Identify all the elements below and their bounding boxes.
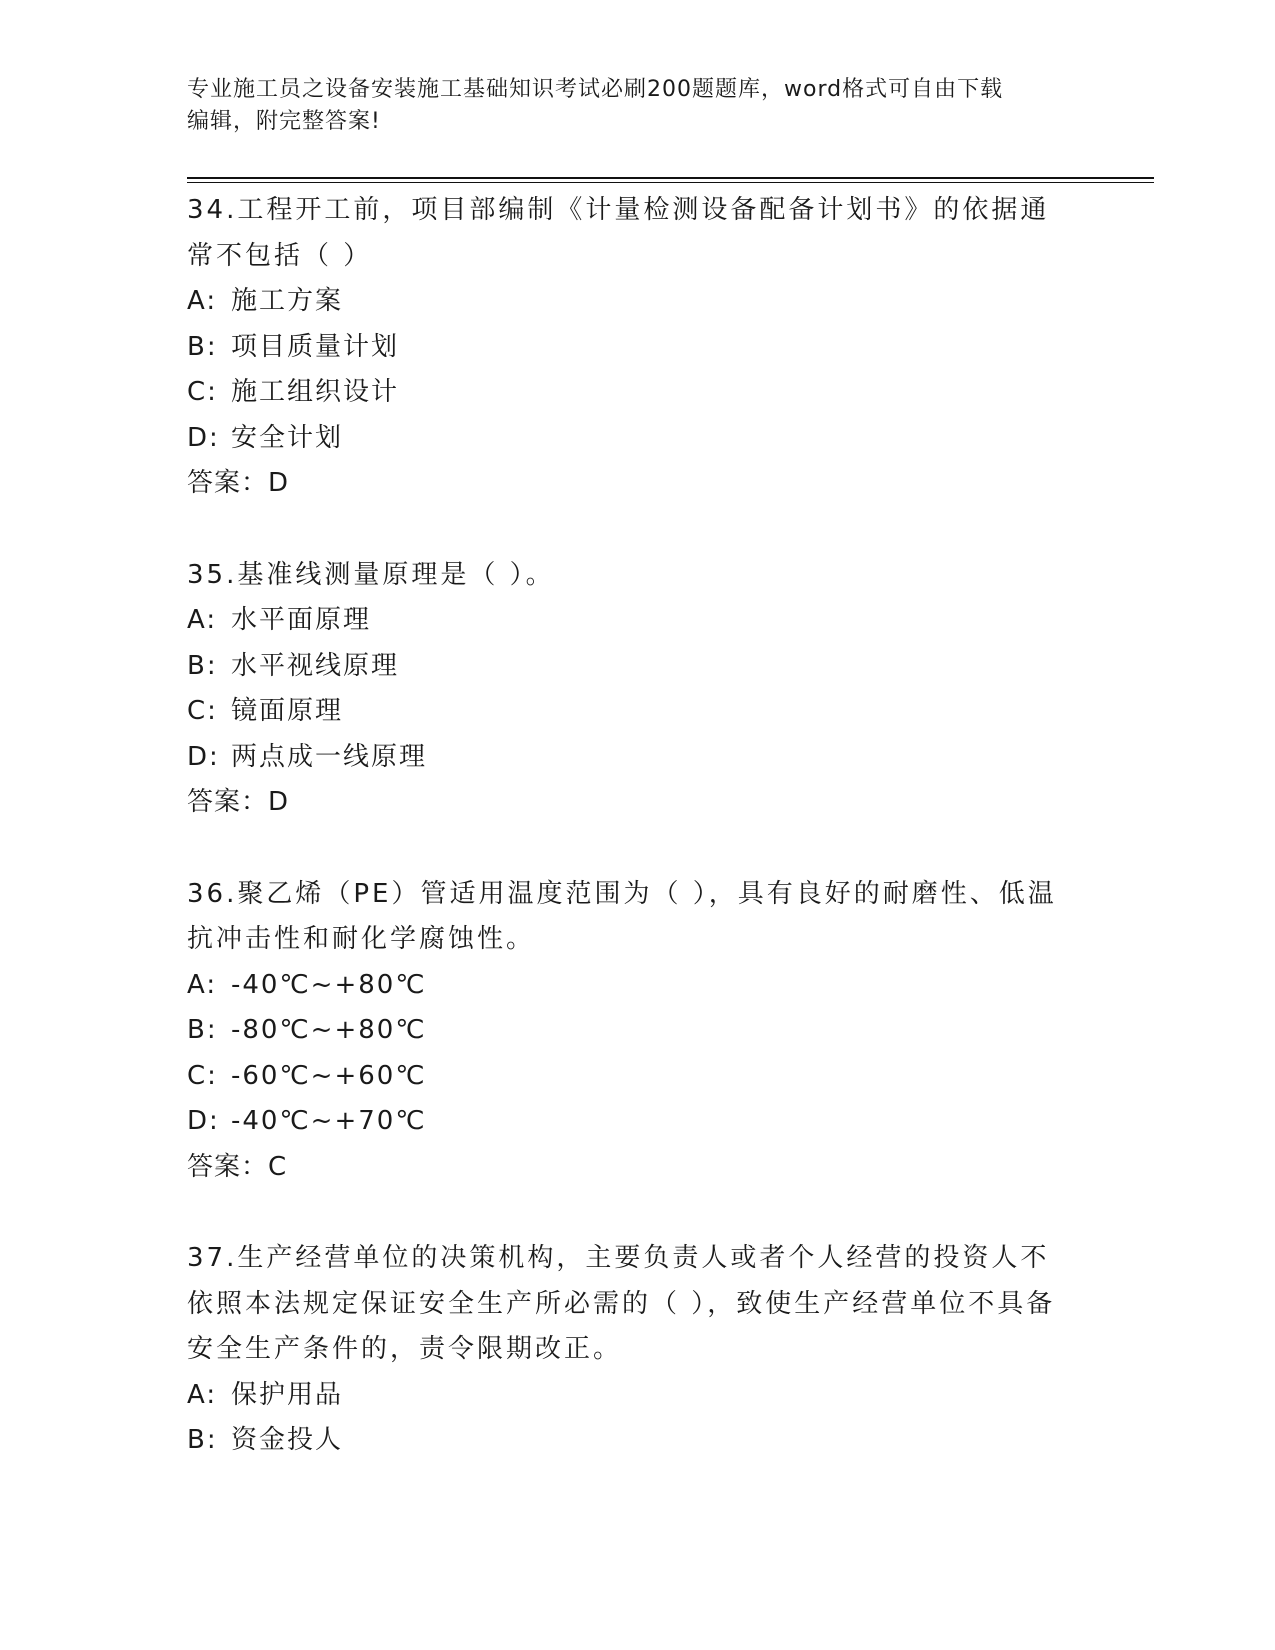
answer: 答案：D bbox=[187, 787, 290, 817]
option-text: 水平面原理 bbox=[231, 605, 372, 635]
option-text: -60℃~+60℃ bbox=[231, 1060, 427, 1091]
option-letter: A: bbox=[187, 969, 218, 1000]
option-b bbox=[187, 1008, 1087, 1054]
option-letter: C: bbox=[187, 1060, 218, 1091]
option-text: 镜面原理 bbox=[231, 696, 344, 726]
option-letter: A: bbox=[187, 1379, 218, 1410]
option-letter: D: bbox=[187, 1106, 220, 1136]
option-b bbox=[187, 325, 1087, 371]
option-text: 安全计划 bbox=[231, 422, 344, 453]
header-line-2: 编辑，附完整答案! bbox=[187, 109, 381, 134]
question-37 bbox=[187, 1236, 1087, 1464]
option-text: 保护用品 bbox=[231, 1379, 344, 1410]
option-c bbox=[187, 1054, 1087, 1100]
question-list bbox=[187, 188, 1087, 1464]
option-d bbox=[187, 416, 1087, 462]
question-spacer bbox=[187, 507, 1087, 553]
option-text: 两点成一线原理 bbox=[231, 741, 428, 772]
option-letter: D: bbox=[187, 422, 220, 453]
document-header bbox=[187, 74, 1067, 138]
option-a bbox=[187, 1373, 1087, 1419]
header-divider-thin bbox=[187, 182, 1154, 183]
option-letter: C: bbox=[187, 696, 218, 726]
option-a bbox=[187, 598, 1087, 644]
question-stem: 34.工程开工前，项目部编制《计量检测设备配备计划书》的依据通常不包括（ ） bbox=[187, 195, 1050, 271]
option-b bbox=[187, 1418, 1087, 1464]
option-d bbox=[187, 735, 1087, 781]
option-text: 项目质量计划 bbox=[231, 331, 400, 362]
option-letter: B: bbox=[187, 1425, 218, 1455]
question-stem: 35.基准线测量原理是（ ）。 bbox=[187, 559, 555, 590]
option-d bbox=[187, 1099, 1087, 1145]
question-spacer bbox=[187, 826, 1087, 872]
option-letter: B: bbox=[187, 650, 218, 681]
option-text: -40℃~+80℃ bbox=[231, 969, 427, 1000]
header-line-1: 专业施工员之设备安装施工基础知识考试必刷200题题库，word格式可自由下载 bbox=[187, 77, 1004, 102]
question-36 bbox=[187, 872, 1087, 1191]
question-stem: 36.聚乙烯（PE）管适用温度范围为（ ），具有良好的耐磨性、低温抗冲击性和耐化学腐蚀性。 bbox=[187, 878, 1057, 954]
answer: 答案：C bbox=[187, 1151, 288, 1182]
option-text: 施工组织设计 bbox=[231, 377, 400, 407]
option-letter: A: bbox=[187, 286, 218, 316]
option-letter: B: bbox=[187, 331, 218, 362]
option-letter: B: bbox=[187, 1015, 218, 1045]
option-letter: D: bbox=[187, 741, 220, 772]
option-letter: A: bbox=[187, 605, 218, 635]
answer: 答案：D bbox=[187, 468, 290, 498]
option-c bbox=[187, 689, 1087, 735]
option-a bbox=[187, 963, 1087, 1009]
option-a bbox=[187, 279, 1087, 325]
option-letter: C: bbox=[187, 377, 218, 407]
option-b bbox=[187, 644, 1087, 690]
option-text: 施工方案 bbox=[231, 286, 344, 316]
option-text: -80℃~+80℃ bbox=[231, 1015, 427, 1045]
question-stem: 37.生产经营单位的决策机构，主要负责人或者个人经营的投资人不依照本法规定保证安全生产所必需的（ ），致使生产经营单位不具备安全生产条件的，责令限期改正。 bbox=[187, 1243, 1056, 1364]
question-34 bbox=[187, 188, 1087, 507]
option-text: 资金投人 bbox=[231, 1425, 344, 1455]
option-text: 水平视线原理 bbox=[231, 650, 400, 681]
question-spacer bbox=[187, 1190, 1087, 1236]
option-text: -40℃~+70℃ bbox=[231, 1106, 427, 1136]
option-c bbox=[187, 370, 1087, 416]
question-35 bbox=[187, 553, 1087, 826]
header-divider-thick bbox=[187, 177, 1154, 179]
